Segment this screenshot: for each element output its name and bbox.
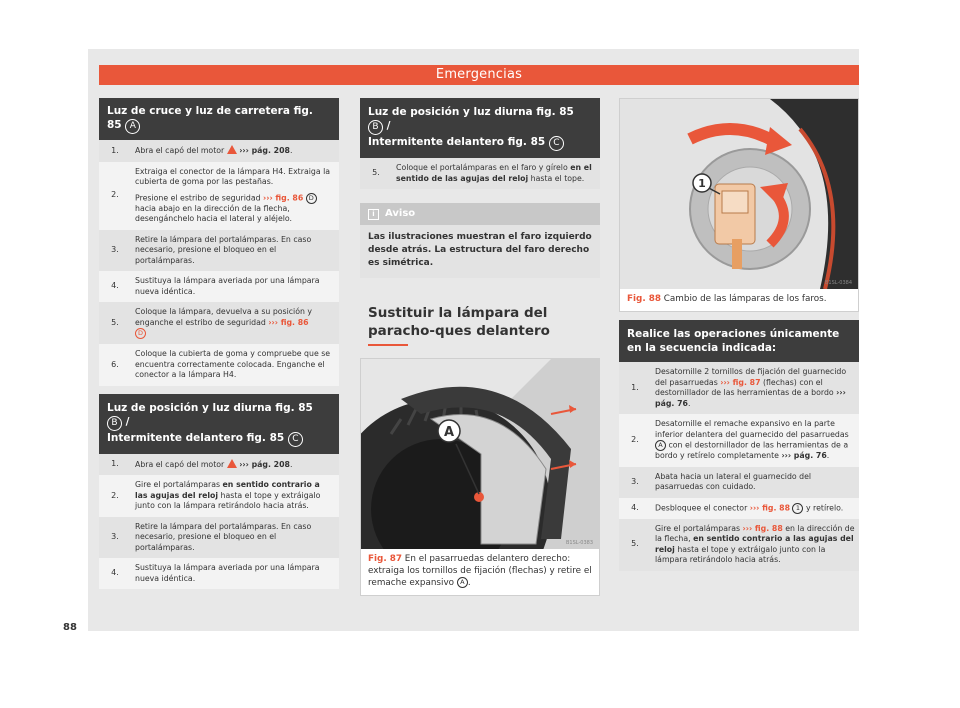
label-badge-c: C bbox=[288, 432, 303, 447]
steps-table-position-light bbox=[99, 454, 339, 590]
step-number: 2. bbox=[619, 414, 651, 467]
figure-reference[interactable]: ››› fig. 88 bbox=[742, 523, 783, 533]
step-text: Sustituya la lámpara averiada por una lámpara nueva idéntica. bbox=[131, 271, 339, 302]
table-row bbox=[619, 362, 859, 414]
step-number: 1. bbox=[99, 140, 131, 162]
image-code: B1SL-0384 bbox=[824, 280, 852, 286]
headlamp-illustration bbox=[620, 99, 858, 289]
section-heading-low-high-beam bbox=[99, 98, 339, 140]
steps-table-position-light-cont bbox=[360, 158, 600, 189]
label-badge-a: A bbox=[125, 119, 140, 134]
step-number: 5. bbox=[360, 158, 392, 189]
step-number: 1. bbox=[99, 454, 131, 476]
step-number: 5. bbox=[99, 302, 131, 344]
step-text: Sustituya la lámpara averiada por una lámpara nueva idéntica. bbox=[131, 558, 339, 589]
step-text: Extraiga el conector de la lámpara H4. Extraiga la cubierta de goma por las pestañas. Presione el estribo de seguridad ››› fig. 86 D hacia abajo en la dirección de la flecha, desengánchelo hacia el lateral y aléjelo. bbox=[131, 162, 339, 230]
column-left bbox=[99, 98, 339, 589]
table-row bbox=[99, 230, 339, 272]
figure-87-image bbox=[361, 359, 599, 549]
step-number: 2. bbox=[99, 475, 131, 517]
step-text: Abra el capó del motor ››› pág. 208. bbox=[131, 454, 339, 476]
section-heading-sequence: Realice las operaciones únicamente en la secuencia indicada: bbox=[619, 320, 859, 362]
figure-88 bbox=[619, 98, 859, 312]
page-reference[interactable]: ››› pág. 76 bbox=[655, 388, 846, 408]
table-row bbox=[99, 162, 339, 230]
steps-table-sequence bbox=[619, 362, 859, 571]
step-text: Desbloquee el conector ››› fig. 88 1 y retírelo. bbox=[651, 498, 859, 519]
table-row bbox=[360, 158, 600, 189]
notice-header: i Aviso bbox=[360, 203, 600, 225]
svg-text:A: A bbox=[443, 425, 455, 440]
label-badge-1: 1 bbox=[792, 503, 803, 514]
step-number: 3. bbox=[619, 467, 651, 498]
label-badge-b: B bbox=[107, 416, 122, 431]
page-reference[interactable]: ››› pág. 208 bbox=[239, 146, 290, 155]
label-badge-d: D bbox=[135, 328, 146, 339]
step-text: Abata hacia un lateral el guarnecido del pasarruedas con cuidado. bbox=[651, 467, 859, 498]
table-row bbox=[99, 475, 339, 517]
table-row bbox=[99, 344, 339, 386]
notice-box bbox=[360, 203, 600, 278]
step-text: Retire la lámpara del portalámparas. En caso necesario, presione el bloqueo en el portalámparas. bbox=[131, 517, 339, 559]
step-text: Gire el portalámparas en sentido contrario a las agujas del reloj hasta el tope y extráigalo junto con la lámpara retirándolo hacia atrás. bbox=[131, 475, 339, 517]
figure-reference[interactable]: ››› fig. 86 bbox=[263, 193, 304, 202]
figure-label: Fig. 88 bbox=[627, 294, 661, 304]
figure-reference[interactable]: ››› fig. 87 bbox=[720, 377, 761, 387]
step-number: 5. bbox=[619, 519, 651, 571]
table-row bbox=[619, 414, 859, 467]
column-middle bbox=[360, 98, 600, 596]
section-heading-position-light-cont: Luz de posición y luz diurna fig. 85 B / Intermitente delantero fig. 85 C bbox=[360, 98, 600, 158]
table-row bbox=[619, 519, 859, 571]
page-reference[interactable]: ››› pág. 208 bbox=[239, 459, 290, 469]
figure-87 bbox=[360, 358, 600, 596]
figure-88-image bbox=[620, 99, 858, 289]
step-number: 6. bbox=[99, 344, 131, 386]
table-row bbox=[99, 558, 339, 589]
table-row bbox=[99, 454, 339, 476]
step-number: 1. bbox=[619, 362, 651, 414]
warning-icon bbox=[227, 459, 237, 468]
step-text: Desatornille 2 tornillos de fijación del guarnecido del pasarruedas ››› fig. 87 (flechas) con el destornillador de las herramientas de a bordo ››› pág. 76. bbox=[651, 362, 859, 414]
column-right bbox=[619, 98, 859, 571]
table-row bbox=[99, 517, 339, 559]
section-heading-position-light: Luz de posición y luz diurna fig. 85 B / Intermitente delantero fig. 85 C bbox=[99, 394, 339, 454]
figure-caption: Fig. 88 Cambio de las lámparas de los faros. bbox=[627, 294, 827, 304]
step-text: Coloque la cubierta de goma y compruebe que se encuentra correctamente colocada. Enganche el conector a la lámpara H4. bbox=[131, 344, 339, 386]
page-number: 88 bbox=[63, 622, 77, 633]
step-number: 2. bbox=[99, 162, 131, 230]
steps-table-low-high-beam bbox=[99, 140, 339, 386]
page-reference[interactable]: ››› pág. 76 bbox=[781, 451, 827, 460]
label-badge-a: A bbox=[457, 577, 468, 588]
step-number: 4. bbox=[99, 271, 131, 302]
step-text: Coloque el portalámparas en el faro y gírelo en el sentido de las agujas del reloj hasta el tope. bbox=[392, 158, 600, 189]
table-row bbox=[99, 140, 339, 162]
table-row bbox=[619, 498, 859, 519]
notice-text: Las ilustraciones muestran el faro izquierdo desde atrás. La estructura del faro derecho es simétrica. bbox=[368, 232, 592, 268]
step-number: 4. bbox=[619, 498, 651, 519]
info-icon: i bbox=[368, 209, 379, 220]
step-text: Coloque la lámpara, devuelva a su posición y enganche el estribo de seguridad ››› fig. 86 D bbox=[131, 302, 339, 344]
section-title: Luz de cruce y luz de carretera fig. 85 bbox=[107, 105, 313, 131]
label-badge-b: B bbox=[368, 120, 383, 135]
step-text: Desatornille el remache expansivo en la parte inferior delantera del guarnecido del pasarruedas A con el destornillador de las herramientas de a bordo y retírelo completamente ››› pág. 76. bbox=[651, 414, 859, 467]
image-code: B1SL-0383 bbox=[565, 540, 593, 546]
figure-reference[interactable]: ››› fig. 86 bbox=[268, 317, 309, 327]
wheel-arch-illustration bbox=[361, 359, 599, 549]
step-text: Gire el portalámparas ››› fig. 88 en la dirección de la flecha, en sentido contrario a las agujas del reloj hasta el tope y extráigalo junto con la lámpara retirándolo hacia atrás. bbox=[651, 519, 859, 571]
table-row bbox=[619, 467, 859, 498]
step-number: 3. bbox=[99, 230, 131, 272]
label-badge-c: C bbox=[549, 136, 564, 151]
label-badge-a: A bbox=[655, 440, 666, 451]
figure-label: Fig. 87 bbox=[368, 554, 402, 564]
step-number: 3. bbox=[99, 517, 131, 559]
heading-rule bbox=[368, 344, 408, 346]
step-text: Abra el capó del motor ››› pág. 208. bbox=[131, 140, 339, 162]
figure-caption: Fig. 87 En el pasarruedas delantero derecho: extraiga los tornillos de fijación (flechas) y retire el remache expansivo A . bbox=[368, 554, 592, 588]
warning-icon bbox=[227, 145, 237, 154]
table-row bbox=[99, 302, 339, 344]
page-header: Emergencias bbox=[99, 65, 859, 85]
svg-text:1: 1 bbox=[698, 177, 706, 190]
label-badge-d: D bbox=[306, 193, 317, 204]
step-text: Retire la lámpara del portalámparas. En caso necesario, presione el bloqueo en el portalámparas. bbox=[131, 230, 339, 272]
figure-reference[interactable]: ››› fig. 88 bbox=[749, 503, 790, 512]
step-number: 4. bbox=[99, 558, 131, 589]
table-row bbox=[99, 271, 339, 302]
subsection-heading: Sustituir la lámpara del paracho-ques delantero bbox=[368, 305, 550, 339]
